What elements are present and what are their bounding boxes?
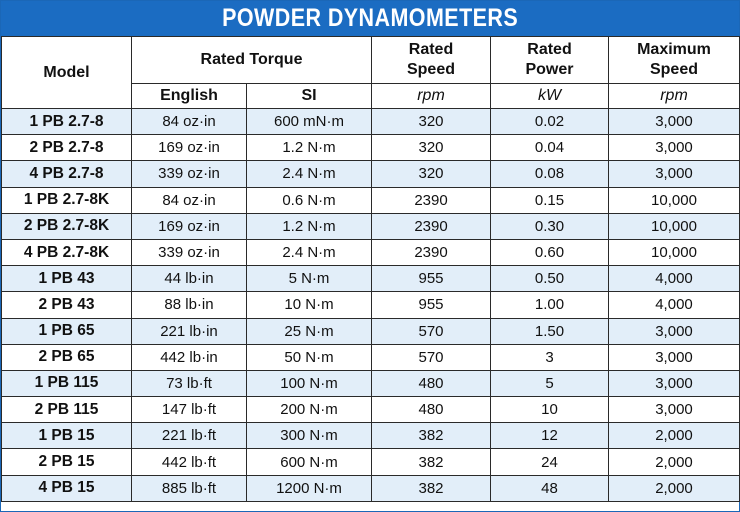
cell-rated-power: 24 <box>491 449 609 475</box>
table-row <box>2 397 740 423</box>
cell-rated-power: 0.30 <box>491 213 609 239</box>
cell-model: 2 PB 2.7-8 <box>2 135 132 161</box>
cell-rated-speed: 570 <box>372 318 491 344</box>
cell-model: 1 PB 15 <box>2 423 132 449</box>
cell-rated-speed: 320 <box>372 135 491 161</box>
cell-torque-english: 339 oz·in <box>132 239 247 265</box>
cell-max-speed: 2,000 <box>609 449 740 475</box>
cell-torque-si: 1.2 N·m <box>247 135 372 161</box>
unit-rated-speed: rpm <box>372 84 491 109</box>
cell-model: 1 PB 43 <box>2 266 132 292</box>
cell-rated-power: 3 <box>491 344 609 370</box>
cell-rated-power: 0.04 <box>491 135 609 161</box>
cell-max-speed: 3,000 <box>609 397 740 423</box>
cell-rated-speed: 382 <box>372 449 491 475</box>
cell-torque-english: 885 lb·ft <box>132 475 247 501</box>
header-max-speed-line2: Speed <box>649 61 698 78</box>
cell-max-speed: 2,000 <box>609 475 740 501</box>
cell-torque-si: 1200 N·m <box>247 475 372 501</box>
cell-torque-english: 84 oz·in <box>132 187 247 213</box>
cell-max-speed: 3,000 <box>609 135 740 161</box>
cell-max-speed: 2,000 <box>609 423 740 449</box>
table-title: POWDER DYNAMOMETERS <box>221 4 519 32</box>
cell-torque-si: 2.4 N·m <box>247 161 372 187</box>
cell-rated-speed: 2390 <box>372 187 491 213</box>
table-row <box>2 344 740 370</box>
cell-rated-power: 12 <box>491 423 609 449</box>
cell-max-speed: 4,000 <box>609 292 740 318</box>
table-title-bar <box>1 1 739 36</box>
cell-max-speed: 10,000 <box>609 187 740 213</box>
cell-torque-si: 25 N·m <box>247 318 372 344</box>
cell-torque-english: 84 oz·in <box>132 109 247 135</box>
cell-rated-speed: 382 <box>372 423 491 449</box>
cell-torque-english: 221 lb·in <box>132 318 247 344</box>
cell-model: 2 PB 43 <box>2 292 132 318</box>
cell-rated-power: 0.02 <box>491 109 609 135</box>
cell-torque-si: 100 N·m <box>247 370 372 396</box>
cell-model: 1 PB 2.7-8K <box>2 187 132 213</box>
cell-torque-english: 442 lb·ft <box>132 449 247 475</box>
header-rated-power-line1: Rated <box>527 41 572 58</box>
cell-rated-power: 0.50 <box>491 266 609 292</box>
cell-model: 2 PB 15 <box>2 449 132 475</box>
cell-max-speed: 10,000 <box>609 239 740 265</box>
cell-rated-speed: 570 <box>372 344 491 370</box>
cell-rated-speed: 480 <box>372 370 491 396</box>
cell-model: 4 PB 15 <box>2 475 132 501</box>
cell-torque-si: 10 N·m <box>247 292 372 318</box>
cell-torque-english: 44 lb·in <box>132 266 247 292</box>
cell-torque-english: 73 lb·ft <box>132 370 247 396</box>
cell-torque-si: 600 mN·m <box>247 109 372 135</box>
cell-torque-si: 50 N·m <box>247 344 372 370</box>
table-row <box>2 475 740 501</box>
header-rated-power-line2: Power <box>525 61 574 78</box>
header-rated-torque: Rated Torque <box>132 37 372 84</box>
cell-max-speed: 3,000 <box>609 161 740 187</box>
cell-torque-si: 600 N·m <box>247 449 372 475</box>
table-row <box>2 292 740 318</box>
cell-max-speed: 3,000 <box>609 318 740 344</box>
cell-rated-speed: 382 <box>372 475 491 501</box>
cell-model: 2 PB 2.7-8K <box>2 213 132 239</box>
table-body <box>2 109 740 502</box>
table-row <box>2 109 740 135</box>
cell-torque-english: 147 lb·ft <box>132 397 247 423</box>
spec-table <box>1 36 740 502</box>
cell-torque-si: 200 N·m <box>247 397 372 423</box>
cell-model: 1 PB 115 <box>2 370 132 396</box>
cell-model: 2 PB 115 <box>2 397 132 423</box>
cell-rated-power: 0.60 <box>491 239 609 265</box>
table-row <box>2 266 740 292</box>
header-si: SI <box>247 84 372 109</box>
header-rated-speed-line2: Speed <box>406 61 455 78</box>
cell-rated-power: 5 <box>491 370 609 396</box>
cell-max-speed: 4,000 <box>609 266 740 292</box>
cell-torque-english: 88 lb·in <box>132 292 247 318</box>
cell-torque-si: 5 N·m <box>247 266 372 292</box>
cell-max-speed: 3,000 <box>609 370 740 396</box>
table-row <box>2 449 740 475</box>
header-rated-speed-line1: Rated <box>408 41 454 58</box>
cell-torque-english: 169 oz·in <box>132 135 247 161</box>
header-rated-power <box>491 37 609 84</box>
cell-rated-power: 1.00 <box>491 292 609 318</box>
cell-rated-power: 1.50 <box>491 318 609 344</box>
header-model: Model <box>2 37 132 109</box>
cell-rated-speed: 480 <box>372 397 491 423</box>
cell-rated-speed: 2390 <box>372 213 491 239</box>
cell-max-speed: 3,000 <box>609 109 740 135</box>
cell-model: 2 PB 65 <box>2 344 132 370</box>
cell-rated-speed: 320 <box>372 161 491 187</box>
cell-max-speed: 3,000 <box>609 344 740 370</box>
cell-model: 4 PB 2.7-8 <box>2 161 132 187</box>
cell-rated-speed: 2390 <box>372 239 491 265</box>
cell-rated-speed: 320 <box>372 109 491 135</box>
cell-rated-speed: 955 <box>372 266 491 292</box>
cell-rated-power: 0.08 <box>491 161 609 187</box>
cell-max-speed: 10,000 <box>609 213 740 239</box>
cell-model: 1 PB 2.7-8 <box>2 109 132 135</box>
table-row <box>2 135 740 161</box>
header-max-speed <box>609 37 740 84</box>
table-row <box>2 161 740 187</box>
cell-torque-si: 0.6 N·m <box>247 187 372 213</box>
cell-rated-speed: 955 <box>372 292 491 318</box>
cell-torque-si: 300 N·m <box>247 423 372 449</box>
cell-torque-english: 339 oz·in <box>132 161 247 187</box>
cell-torque-english: 169 oz·in <box>132 213 247 239</box>
cell-rated-power: 48 <box>491 475 609 501</box>
header-english: English <box>132 84 247 109</box>
cell-model: 4 PB 2.7-8K <box>2 239 132 265</box>
header-rated-speed <box>372 37 491 84</box>
unit-max-speed: rpm <box>609 84 740 109</box>
cell-torque-si: 1.2 N·m <box>247 213 372 239</box>
table-row <box>2 423 740 449</box>
table-row <box>2 318 740 344</box>
table-row <box>2 370 740 396</box>
header-max-speed-line1: Maximum <box>637 41 711 58</box>
cell-torque-si: 2.4 N·m <box>247 239 372 265</box>
cell-rated-power: 0.15 <box>491 187 609 213</box>
cell-torque-english: 442 lb·in <box>132 344 247 370</box>
table-row <box>2 239 740 265</box>
table-row <box>2 213 740 239</box>
cell-model: 1 PB 65 <box>2 318 132 344</box>
cell-rated-power: 10 <box>491 397 609 423</box>
table-row <box>2 187 740 213</box>
unit-rated-power: kW <box>491 84 609 109</box>
cell-torque-english: 221 lb·ft <box>132 423 247 449</box>
